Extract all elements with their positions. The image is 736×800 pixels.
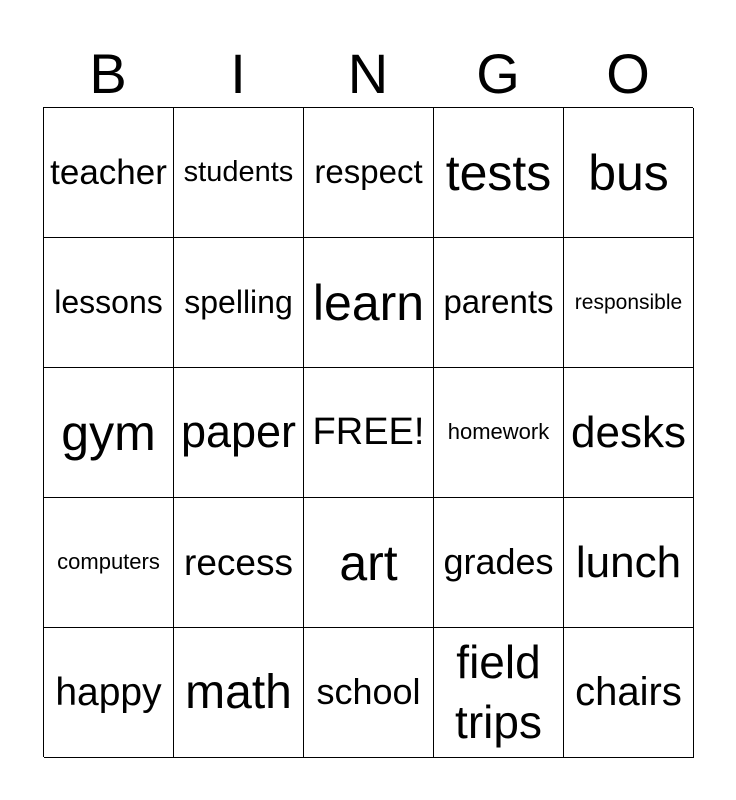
bingo-cell[interactable]: [44, 108, 174, 238]
bingo-cell[interactable]: [44, 498, 174, 628]
bingo-header: [43, 40, 693, 108]
bingo-cell[interactable]: [564, 368, 694, 498]
cell-text: paper: [180, 406, 297, 458]
bingo-cell[interactable]: [564, 498, 694, 628]
cell-text: computers: [57, 549, 160, 575]
bingo-cell[interactable]: [434, 368, 564, 498]
bingo-cell[interactable]: [304, 238, 434, 368]
free-space-text: FREE!: [312, 411, 425, 454]
bingo-card: [43, 107, 693, 757]
cell-text: respect: [314, 153, 423, 191]
bingo-cell[interactable]: [564, 238, 694, 368]
cell-text: lessons: [54, 283, 163, 320]
header-letter-g: G: [476, 42, 520, 105]
cell-text: math: [185, 665, 292, 719]
cell-text: field trips: [455, 635, 542, 748]
bingo-cell free-cell[interactable]: [304, 368, 434, 498]
header-letter-b: B: [89, 42, 127, 105]
cell-text: chairs: [575, 670, 682, 715]
cell-text: desks: [571, 407, 686, 457]
cell-text: tests: [445, 144, 552, 201]
bingo-cell[interactable]: [304, 628, 434, 758]
bingo-cell[interactable]: [44, 628, 174, 758]
bingo-cell[interactable]: [434, 108, 564, 238]
header-letter-n: N: [347, 42, 389, 105]
bingo-cell[interactable]: [564, 628, 694, 758]
bingo-cell[interactable]: [174, 108, 304, 238]
bingo-cell[interactable]: [44, 238, 174, 368]
cell-text: learn: [312, 274, 425, 331]
bingo-cell[interactable]: [304, 498, 434, 628]
bingo-cell[interactable]: [304, 108, 434, 238]
bingo-cell[interactable]: [434, 628, 564, 758]
header-letter-i: I: [230, 42, 246, 105]
cell-text: grades: [443, 541, 554, 583]
cell-text: teacher: [50, 152, 167, 192]
cell-text: recess: [184, 541, 293, 583]
cell-text: responsible: [574, 290, 683, 314]
bingo-cell[interactable]: [174, 498, 304, 628]
bingo-cell[interactable]: [174, 238, 304, 368]
cell-text: spelling: [184, 283, 293, 320]
bingo-cell[interactable]: [434, 238, 564, 368]
header-letter-o: O: [606, 42, 650, 105]
cell-text: art: [339, 534, 398, 591]
cell-text: lunch: [575, 537, 682, 587]
cell-text: parents: [443, 283, 554, 321]
bingo-cell[interactable]: [174, 368, 304, 498]
cell-text: gym: [61, 404, 156, 461]
bingo-cell[interactable]: [44, 368, 174, 498]
bingo-cell[interactable]: [434, 498, 564, 628]
bingo-cell[interactable]: [564, 108, 694, 238]
cell-text: bus: [588, 144, 669, 201]
bingo-cell[interactable]: [174, 628, 304, 758]
cell-text: happy: [55, 670, 162, 714]
cell-text: students: [183, 156, 294, 189]
cell-text: homework: [447, 419, 550, 445]
cell-text: school: [316, 671, 421, 713]
